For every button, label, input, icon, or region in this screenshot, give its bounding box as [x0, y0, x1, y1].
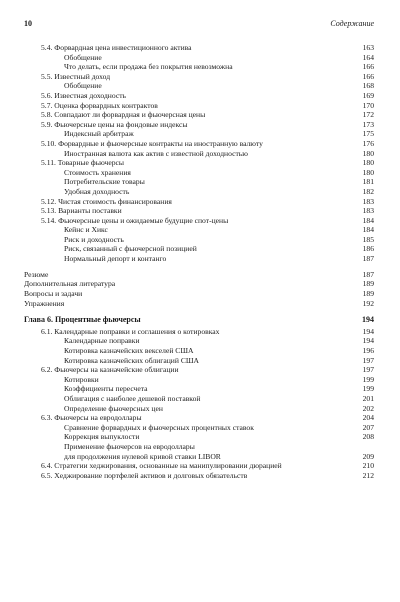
- toc-entry-title: Применение фьючерсов на евродоллары: [64, 441, 195, 451]
- toc-entry-title: Кейнс и Хикс: [64, 225, 108, 235]
- toc-section[interactable]: [24, 43, 374, 53]
- toc-section[interactable]: [24, 110, 374, 120]
- toc-entry[interactable]: [24, 270, 374, 280]
- toc-entry-page: 209: [362, 451, 374, 461]
- toc-subsection[interactable]: [24, 244, 374, 254]
- toc-entry-title: 6.3. Фьючерсы на евродоллары: [41, 413, 142, 423]
- toc-subsection[interactable]: [24, 452, 374, 462]
- toc-entry-page: 187: [362, 269, 374, 279]
- toc-entry-page: 185: [362, 234, 374, 244]
- toc-entry-title: Коррекция выпуклости: [64, 432, 140, 442]
- toc-entry-page: 182: [362, 186, 374, 196]
- table-of-contents: [24, 43, 374, 480]
- toc-entry-title: 5.5. Известный доход: [41, 71, 111, 81]
- toc-entry[interactable]: [24, 299, 374, 309]
- toc-subsection[interactable]: [24, 187, 374, 197]
- toc-entry-title: Котировка казначейских облигаций США: [64, 355, 200, 365]
- toc-entry-page: 164: [362, 52, 374, 62]
- toc-subsection[interactable]: [24, 129, 374, 139]
- toc-entry[interactable]: [24, 289, 374, 299]
- toc-section[interactable]: [24, 139, 374, 149]
- toc-entry-title: 5.6. Известная доходность: [41, 90, 127, 100]
- toc-subsection[interactable]: [24, 62, 374, 72]
- toc-entry-page: 189: [362, 279, 374, 289]
- toc-entry-title: 5.12. Чистая стоимость финансирования: [41, 196, 172, 206]
- toc-entry-page: 196: [362, 345, 374, 355]
- toc-entry-page: 194: [362, 315, 374, 325]
- toc-entry-page: 169: [362, 90, 374, 100]
- toc-subsection[interactable]: [24, 336, 374, 346]
- toc-entry[interactable]: [24, 279, 374, 289]
- toc-entry-title: 6.5. Хеджирование портфелей активов и долговых обязательств: [41, 470, 248, 480]
- running-title: Содержание: [330, 19, 374, 28]
- toc-subsection[interactable]: [24, 53, 374, 63]
- toc-entry-page: 173: [362, 119, 374, 129]
- toc-entry-title: Что делать, если продажа без покрытия невозможна: [64, 62, 233, 72]
- toc-entry-page: 210: [362, 461, 374, 471]
- toc-section[interactable]: [24, 365, 374, 375]
- toc-entry-page: 170: [362, 100, 374, 110]
- toc-entry-page: 172: [362, 110, 374, 120]
- toc-chapter[interactable]: [24, 314, 374, 326]
- toc-section[interactable]: [24, 120, 374, 130]
- toc-subsection[interactable]: [24, 168, 374, 178]
- toc-entry-title: 5.7. Оценка форвардных контрактов: [41, 100, 158, 110]
- toc-entry-title: Нормальный депорт и контанго: [64, 254, 167, 264]
- toc-entry-page: 186: [362, 244, 374, 254]
- toc-entry-page: 180: [362, 158, 374, 168]
- toc-entry-page: 184: [362, 215, 374, 225]
- toc-entry-title: 5.13. Варианты поставки: [41, 206, 122, 216]
- toc-entry-page: 183: [362, 206, 374, 216]
- toc-entry-title: Коэффициенты пересчета: [64, 384, 148, 394]
- toc-subsection[interactable]: [24, 404, 374, 414]
- toc-entry-title: Индексный арбитраж: [64, 129, 134, 139]
- toc-entry-page: 212: [362, 470, 374, 480]
- toc-entry-page: 166: [362, 71, 374, 81]
- toc-entry-title: Риск, связанный с фьючерсной позицией: [64, 244, 197, 254]
- toc-entry-title: Сравнение форвардных и фьючерсных процентных ставок: [64, 422, 254, 432]
- toc-entry-title: 6.1. Календарные поправки и соглашения о котировках: [41, 326, 220, 336]
- toc-entry-title: 5.4. Форвардная цена инвестиционного актива: [41, 43, 192, 52]
- toc-entry-page: 180: [362, 148, 374, 158]
- toc-section[interactable]: [24, 216, 374, 226]
- toc-entry-page: 163: [362, 43, 374, 52]
- page-header: [24, 18, 374, 30]
- toc-section[interactable]: [24, 101, 374, 111]
- toc-entry-title: Облигация с наиболее дешевой поставкой: [64, 393, 201, 403]
- toc-entry-title: Потребительские товары: [64, 177, 145, 187]
- toc-subsection[interactable]: [24, 149, 374, 159]
- toc-subsection[interactable]: [24, 225, 374, 235]
- toc-entry-page: 184: [362, 225, 374, 235]
- toc-subsection[interactable]: [24, 442, 374, 452]
- toc-section[interactable]: [24, 471, 374, 481]
- toc-entry-page: 207: [362, 422, 374, 432]
- toc-section[interactable]: [24, 413, 374, 423]
- toc-entry-title: Глава 6. Процентные фьючерсы: [24, 315, 141, 325]
- toc-section[interactable]: [24, 206, 374, 216]
- toc-entry-title: Резюме: [24, 269, 49, 279]
- toc-subsection[interactable]: [24, 394, 374, 404]
- toc-section[interactable]: [24, 72, 374, 82]
- toc-subsection[interactable]: [24, 423, 374, 433]
- toc-entry-page: 201: [362, 393, 374, 403]
- toc-entry-title: Обобщение: [64, 81, 102, 91]
- toc-entry-page: 183: [362, 196, 374, 206]
- toc-section[interactable]: [24, 197, 374, 207]
- toc-entry-page: 176: [362, 138, 374, 148]
- toc-entry-page: 187: [362, 254, 374, 264]
- page-number: 10: [24, 19, 32, 28]
- toc-entry-title: 5.9. Фьючерсные цены на фондовые индексы: [41, 119, 188, 129]
- toc-subsection[interactable]: [24, 375, 374, 385]
- toc-entry-title: Стоимость хранения: [64, 167, 131, 177]
- toc-entry-title: 5.14. Фьючерсные цены и ожидаемые будущие спот-цены: [41, 215, 229, 225]
- toc-entry-title: Удобная доходность: [64, 186, 130, 196]
- toc-entry-page: 194: [362, 336, 374, 346]
- toc-entry-title: 5.11. Товарные фьючерсы: [41, 158, 124, 168]
- toc-entry-title: Риск и доходность: [64, 234, 124, 244]
- toc-entry-title: Дополнительная литература: [24, 279, 116, 289]
- toc-entry-title: Календарные поправки: [64, 336, 140, 346]
- toc-entry-page: 189: [362, 289, 374, 299]
- toc-subsection[interactable]: [24, 346, 374, 356]
- toc-entry-page: 208: [362, 432, 374, 442]
- toc-section[interactable]: [24, 327, 374, 337]
- toc-entry-title: Вопросы и задачи: [24, 289, 83, 299]
- toc-entry-title: 6.4. Стратегии хеджирования, основанные на манипулировании дюрацией: [41, 461, 282, 471]
- toc-entry-page: 199: [362, 384, 374, 394]
- toc-section[interactable]: [24, 461, 374, 471]
- toc-entry-title: Иностранная валюта как актив с известной доходностью: [64, 148, 248, 158]
- toc-entry-page: 197: [362, 365, 374, 375]
- toc-entry-page: 202: [362, 403, 374, 413]
- toc-subsection[interactable]: [24, 177, 374, 187]
- toc-entry-title: Определение фьючерсных цен: [64, 403, 163, 413]
- toc-entry-title: Котировка казначейских векселей США: [64, 345, 194, 355]
- toc-entry-page: 181: [362, 177, 374, 187]
- toc-entry-page: 197: [362, 355, 374, 365]
- toc-entry-title: 6.2. Фьючерсы на казначейские облигации: [41, 365, 179, 375]
- toc-subsection[interactable]: [24, 384, 374, 394]
- toc-entry-title: 5.8. Совпадают ли форвардная и фьючерсная цены: [41, 110, 206, 120]
- toc-subsection[interactable]: [24, 254, 374, 264]
- toc-entry-page: 199: [362, 374, 374, 384]
- toc-entry-page: 166: [362, 62, 374, 72]
- toc-section[interactable]: [24, 91, 374, 101]
- toc-entry-page: 168: [362, 81, 374, 91]
- toc-subsection[interactable]: [24, 356, 374, 366]
- toc-entry-title: 5.10. Форвардные и фьючерсные контракты на иностранную валюту: [41, 138, 263, 148]
- toc-entry-title: Обобщение: [64, 52, 102, 62]
- toc-entry-page: 194: [362, 326, 374, 336]
- toc-subsection[interactable]: [24, 235, 374, 245]
- toc-entry-title: Котировки: [64, 374, 99, 384]
- toc-entry-page: 175: [362, 129, 374, 139]
- toc-entry-title: для продолжения нулевой кривой ставки LIBOR: [64, 451, 221, 461]
- toc-entry-page: 180: [362, 167, 374, 177]
- toc-subsection[interactable]: [24, 81, 374, 91]
- toc-section[interactable]: [24, 158, 374, 168]
- toc-entry-page: 192: [362, 298, 374, 308]
- toc-subsection[interactable]: [24, 432, 374, 442]
- toc-entry-page: 204: [362, 413, 374, 423]
- toc-entry-title: Упражнения: [24, 298, 65, 308]
